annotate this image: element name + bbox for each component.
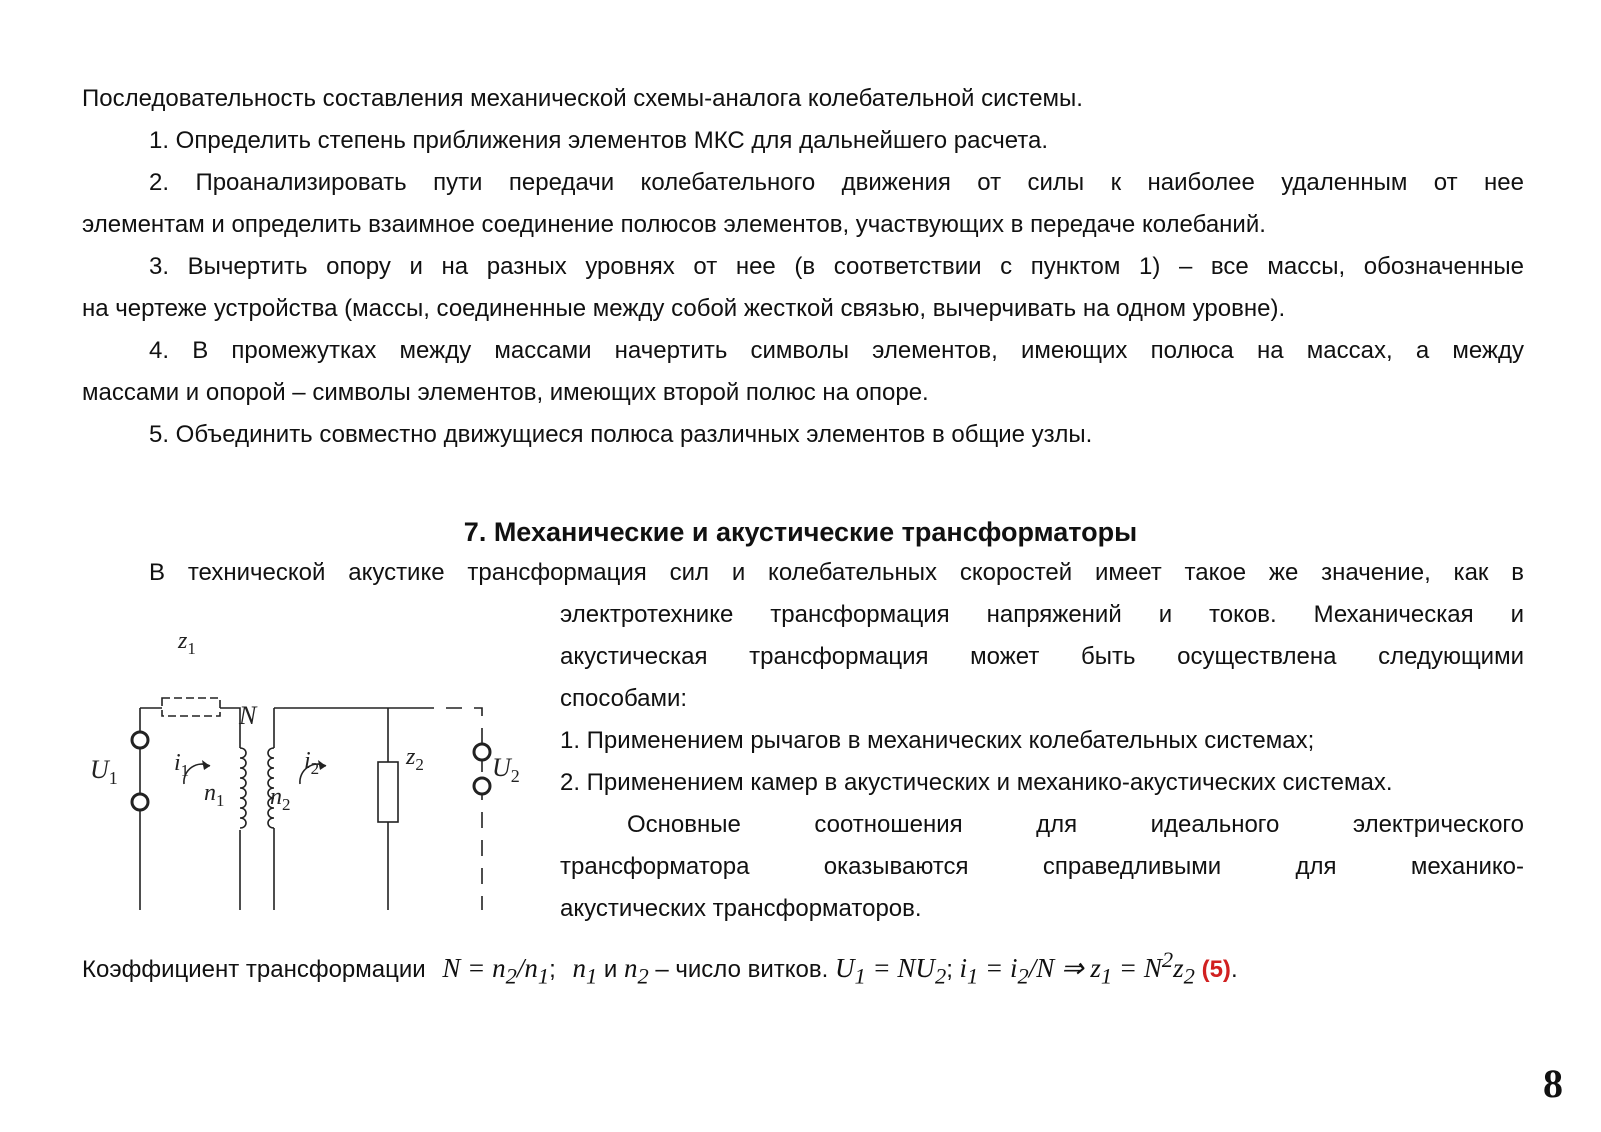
relations-line-1: Основные соотношения для идеального электрического <box>627 811 1524 838</box>
primary-coil <box>240 748 246 828</box>
n-label: N <box>239 701 257 730</box>
step-3-line-1: 3. Вычертить опору и на разных уровнях от нее (в соответствии с пунктом 1) – все массы, обозначенные <box>149 253 1524 280</box>
step-2-line-1: 2. Проанализировать пути передачи колебательного движения от силы к наиболее удаленным от нее <box>149 169 1524 196</box>
formula-label: Коэффициент трансформации <box>82 956 426 983</box>
separator-2: ; <box>946 956 953 983</box>
z2-element <box>378 762 398 822</box>
current-impedance-relation: $i_1 = i_2/N$ ⇒ $z_1 = N^2z_2$ <box>959 947 1195 989</box>
section-paragraph-line-2: электротехнике трансформация напряжений и токов. Механическая и <box>560 601 1524 628</box>
primary-top-wire-right <box>220 708 240 748</box>
step-3-line-2: на чертеже устройства (массы, соединенные между собой жесткой связью, вычерчивать на одном уровне). <box>82 295 1286 322</box>
step-4-line-1: 4. В промежутках между массами начертить символы элементов, имеющих полюса на массах, а между <box>149 337 1524 364</box>
step-4-line-2: массами и опорой – символы элементов, имеющих второй полюс на опоре. <box>82 379 929 406</box>
equation-number: (5) <box>1201 956 1231 983</box>
turns-text: – число витков. <box>655 956 829 983</box>
ratio-formula: $N = n_2/n_1$ <box>442 953 550 989</box>
formula-end: . <box>1230 956 1238 983</box>
intro-title: Последовательность составления механической схемы-аналога колебательной системы. <box>82 85 1083 112</box>
page-number: 8 <box>1543 1061 1563 1106</box>
u2-label: $U_2$ <box>492 753 520 786</box>
section-paragraph-line-3: акустическая трансформация может быть осуществлена следующими <box>560 643 1524 670</box>
method-2: 2. Применением камер в акустических и механико-акустических системах. <box>560 769 1393 796</box>
u1-label: $U_1$ <box>90 755 118 788</box>
transformer-circuit-diagram <box>82 620 552 910</box>
n2-symbol: $n_2$ <box>623 953 649 989</box>
z1-element <box>162 698 220 716</box>
u1-terminal-bottom <box>132 794 148 810</box>
n1-symbol: $n_1$ <box>572 953 598 989</box>
section-heading: 7. Механические и акустические трансформаторы <box>463 517 1138 547</box>
z2-label: $z_2$ <box>406 744 424 774</box>
n2-label: $n_2$ <box>270 784 291 814</box>
u1-terminal-top <box>132 732 148 748</box>
secondary-dashed-extension <box>418 708 482 910</box>
i1-label: $i_1$ <box>174 750 190 780</box>
u2-terminal-bottom <box>474 778 490 794</box>
z1-label: $z_1$ <box>178 628 196 658</box>
section-paragraph-line-1: В технической акустике трансформация сил и колебательных скоростей имеет такое же значение, как в <box>149 559 1524 586</box>
primary-bottom-wire <box>140 830 240 910</box>
n1-label: $n_1$ <box>204 780 225 810</box>
relations-line-2: трансформатора оказываются справедливыми для механико- <box>560 853 1524 880</box>
transformation-formula <box>82 940 1238 996</box>
and-word: и <box>603 956 618 983</box>
section-paragraph-line-4: способами: <box>560 685 688 712</box>
u2-terminal-top <box>474 744 490 760</box>
i2-label: $i_2$ <box>304 748 320 778</box>
separator: ; <box>549 956 556 983</box>
method-1: 1. Применением рычагов в механических колебательных системах; <box>560 727 1315 754</box>
relations-line-3: акустических трансформаторов. <box>560 895 922 922</box>
step-2-line-2: элементам и определить взаимное соединение полюсов элементов, участвующих в передаче колебаний. <box>82 211 1266 238</box>
step-5: 5. Объединить совместно движущиеся полюса различных элементов в общие узлы. <box>149 421 1093 448</box>
step-1: 1. Определить степень приближения элементов МКС для дальнейшего расчета. <box>149 127 1049 154</box>
voltage-relation: $U_1 = NU_2$ <box>834 953 947 989</box>
